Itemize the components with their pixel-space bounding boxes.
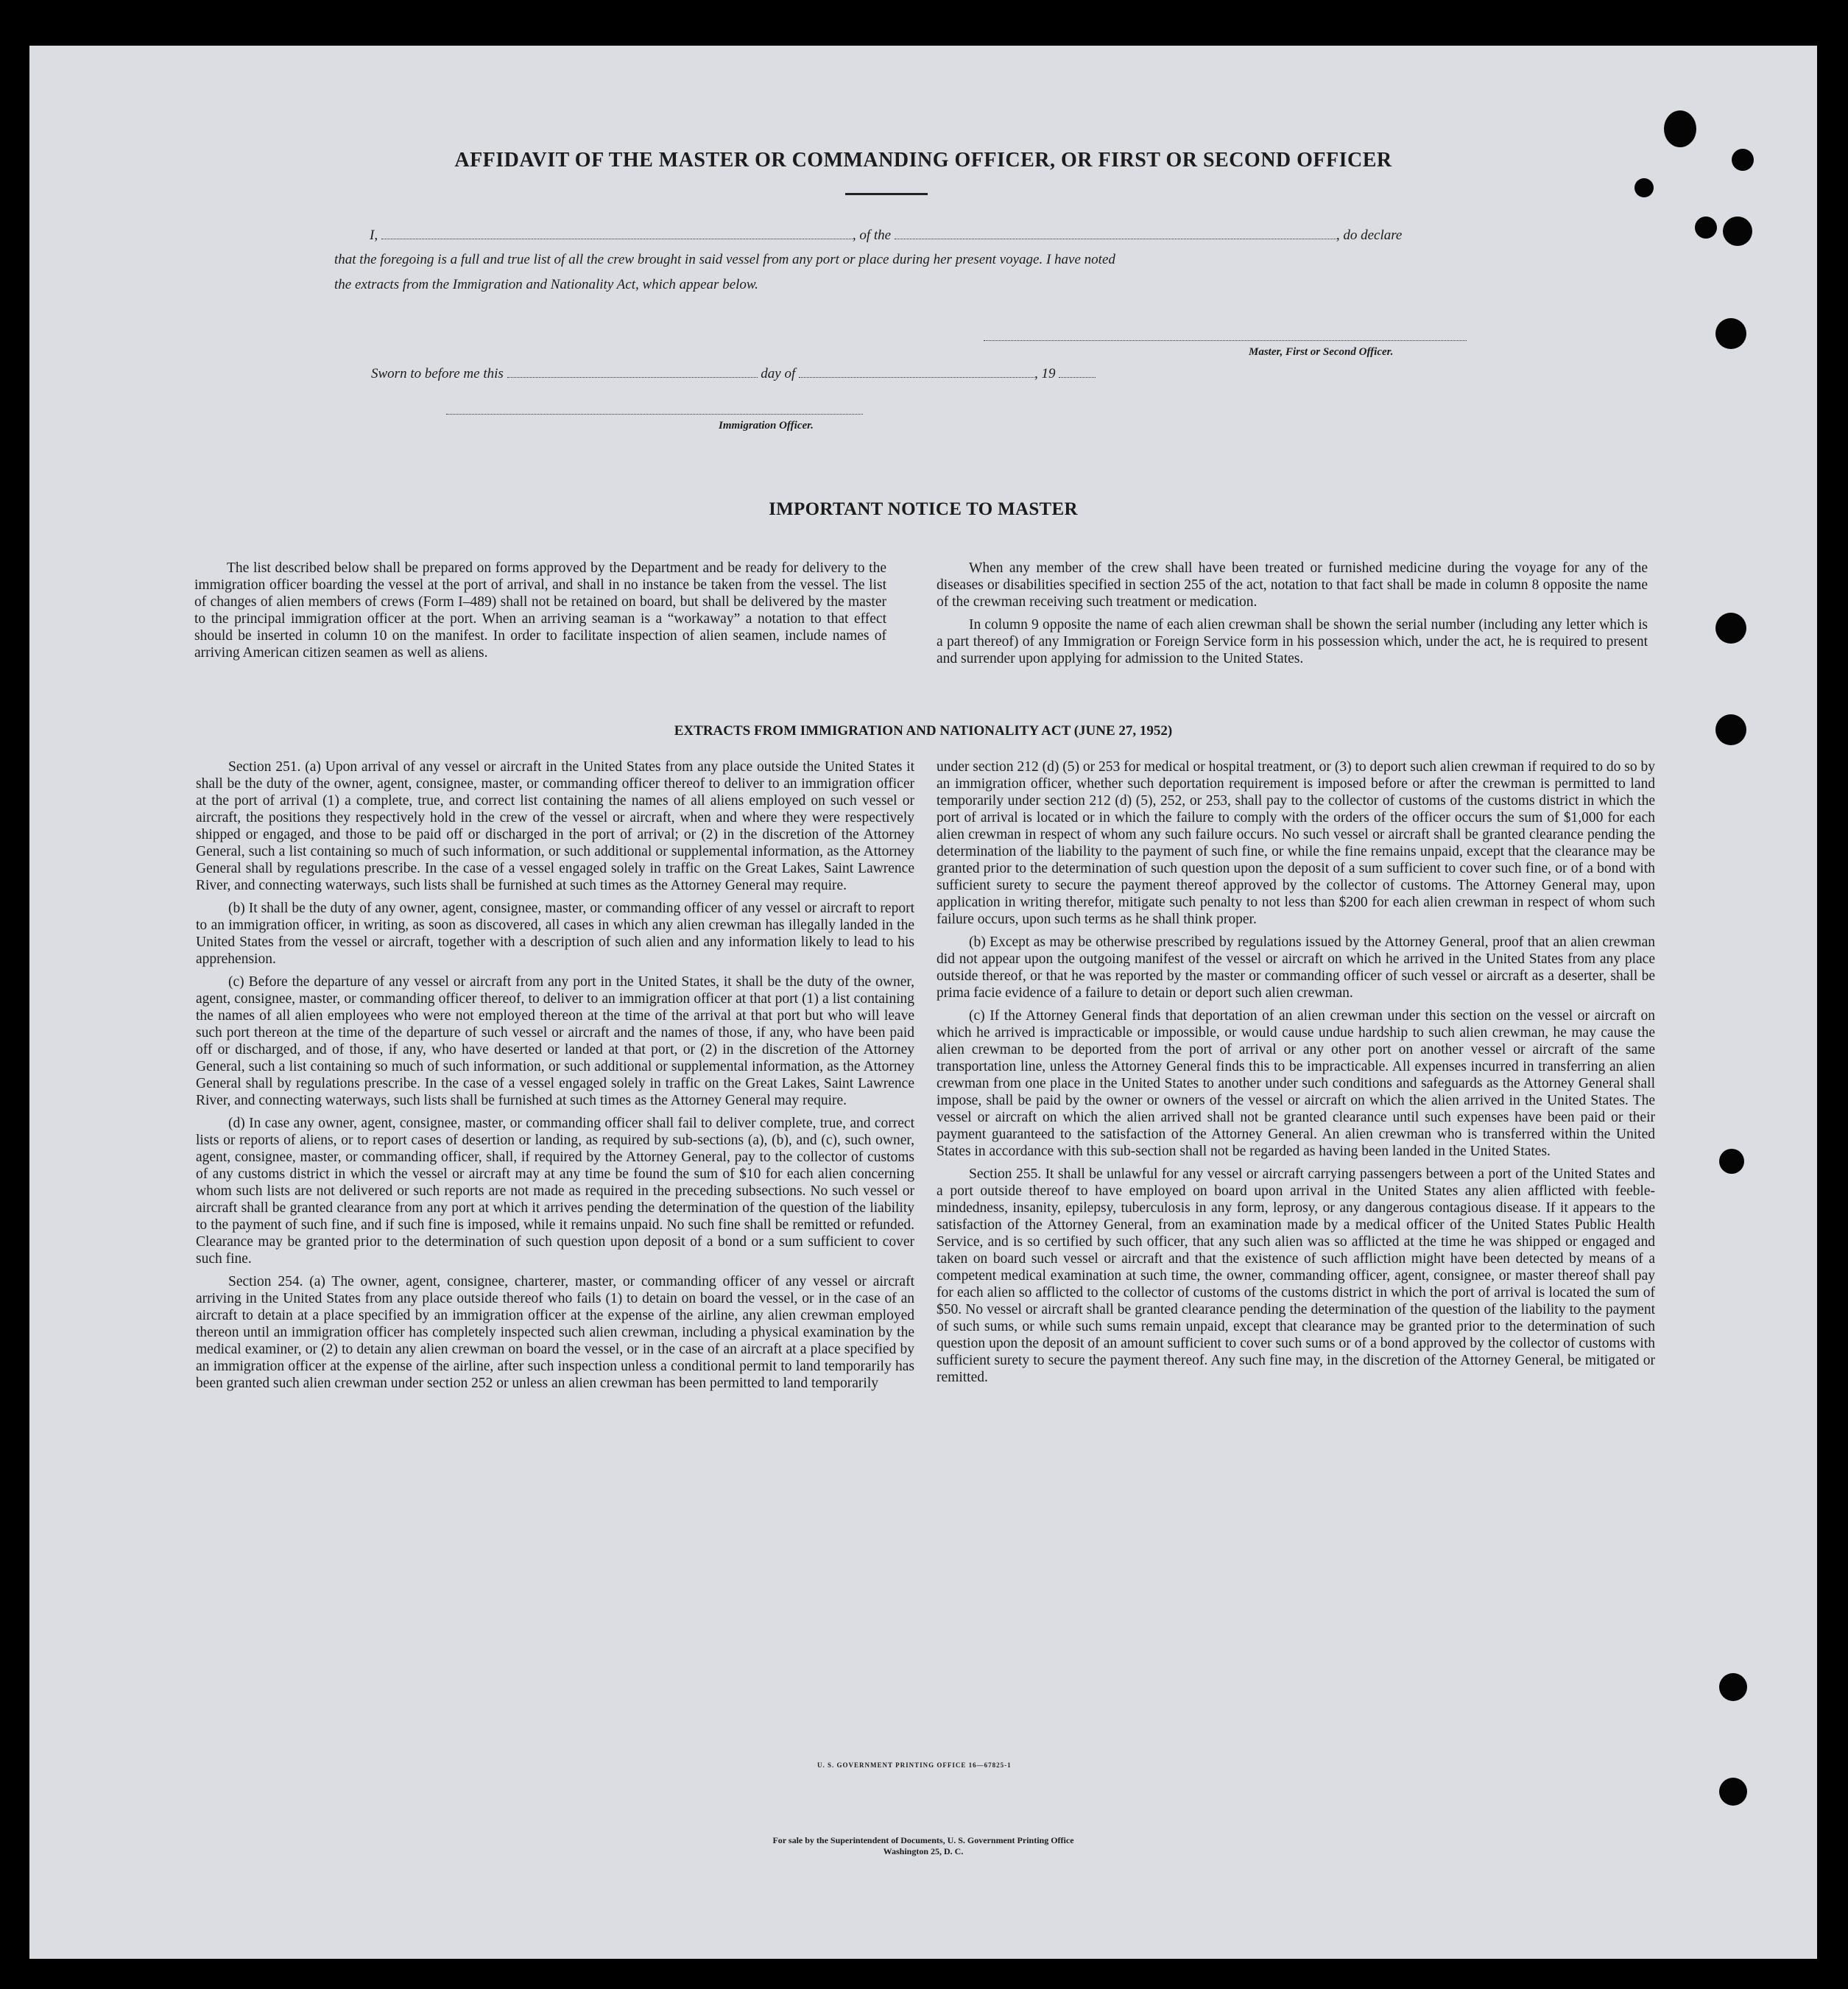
punch-hole [1719,1778,1747,1806]
punch-hole [1634,178,1654,197]
sale-notice [29,1835,1817,1857]
section-251c: (c) Before the departure of any vessel or aircraft from any port in the United States, it shall be the duty of the owner, agent, consignee, master, or commanding officer thereof, to deliver to an immigration officer at that port (1) a list containing the names of all alien employees who were not employed thereon at the time of the arrival at that port but who will leave such port thereon at the time of the departure of such vessel or aircraft and the names of those, if any, who have been paid off or discharged, and of those, if any, who have deserted or landed at that port, or (2) in the discretion of the Attorney General, such a list containing so much of such information, or such additional or supplemental information, as the Attorney General shall by regulations prescribe. In the case of a vessel engaged solely in traffic on the Great Lakes, Saint Lawrence River, and connecting waterways, such lists shall be furnished at such times as the Attorney General may require. [196,974,914,1108]
do-declare-label: , do declare [1336,228,1403,243]
of-the-label: , of the [852,228,892,243]
extracts-right-column [937,758,1655,1392]
punch-hole [1723,216,1752,246]
punch-hole [1719,1673,1747,1701]
declaration-line-3: the extracts from the Immigration and Nationality Act, which appear below. [334,277,758,292]
sworn-month-field[interactable] [799,364,1034,378]
section-254a-continued: under section 212 (d) (5) or 253 for medical or hospital treatment, or (3) to deport such alien crewman if required to do so by an immigration officer, whether such deportation requirement is imposed before or after the crewman is permitted to land temporarily under section 212 (d) (5), 252, or 253, shall pay to the collector of customs of the customs district in which the port of arrival is located or in which the failure to comply with the orders of the officer occurs the sum of $1,000 for each alien crewman in respect of whom any such failure occurs. No such vessel or aircraft shall be granted clearance pending the determination of the liability to the payment of such fine, or while the fine remains unpaid, except that the clearance may be granted prior to the determination of such question upon the deposit of a sum sufficient to cover such fine, or of a bond with sufficient surety to secure the payment thereof approved by the collector of customs. The Attorney General may, upon application in writing therefor, mitigate such penalty to not less than $200 for each alien crewman in respect of whom such failure occurs, upon such terms as he shall think proper. [937,759,1655,927]
notice-right-column [937,560,1648,673]
sworn-line [371,364,1096,382]
section-254b: (b) Except as may be otherwise prescribed by regulations issued by the Attorney General, proof that an alien crewman did not appear upon the outgoing manifest of the vessel or aircraft on which he arrived in the United States from any place outside thereof, or that he was reported by the master or commanding officer of such vessel or aircraft as a deserter, shall be prima facie evidence of a failure to detain or deport such alien crewman. [937,934,1655,1001]
vessel-field[interactable] [895,225,1336,239]
punch-hole [1715,318,1746,349]
affidavit-title: AFFIDAVIT OF THE MASTER OR COMMANDING OFFICER, OR FIRST OR SECOND OFFICER [454,149,1392,172]
officer-signature-caption: Immigration Officer. [719,420,814,432]
section-251b: (b) It shall be the duty of any owner, agent, consignee, master, or commanding officer of any vessel or aircraft to report to an immigration officer, in writing, as soon as discovered, all cases in which any alien crewman has illegally landed in the United States from the vessel or aircraft, together with a description of such alien and any information likely to lead to his apprehension. [196,901,914,967]
notice-left-paragraph: The list described below shall be prepared on forms approved by the Department and be ready for delivery to the immigration officer boarding the vessel at the port of arrival, and shall in no instance be taken from the vessel. The list of changes of alien members of crews (Form I–489) shall not be retained on board, but shall be delivered by the master to the principal immigration officer at the port. When an arriving seaman is a “workaway” a notation to that effect should be inserted in column 10 on the manifest. In order to facilitate inspection of alien seamen, include names of arriving American citizen seamen as well as aliens. [194,560,886,661]
document-page [29,46,1817,1959]
gpo-imprint: U. S. GOVERNMENT PRINTING OFFICE 16—67825-1 [817,1761,1012,1769]
punch-hole [1715,613,1746,644]
punch-hole [1719,1149,1744,1174]
notice-heading: IMPORTANT NOTICE TO MASTER [769,499,1078,519]
master-signature-caption: Master, First or Second Officer. [1249,346,1394,358]
punch-hole [1695,216,1717,239]
sworn-year-field[interactable] [1059,364,1096,378]
section-254a: Section 254. (a) The owner, agent, consignee, charterer, master, or commanding officer of any vessel or aircraft arriving in the United States from any place outside thereof who fails (1) to detain on board the vessel, or in the case of an aircraft to detain at a place specified by an immigration officer at the expense of the airline, any alien crewman employed thereon until an immigration officer has completely inspected such alien crewman, including a physical examination by the medical examiner, or (2) to detain any alien crewman on board the vessel, or in the case of an aircraft at a place specified by an immigration officer at the expense of the airline, after such inspection unless a conditional permit to land temporarily has been granted such alien crewman under section 252 or unless an alien crewman has been permitted to land temporarily [196,1274,914,1391]
day-of-label: day of [761,366,796,381]
sworn-label: Sworn to before me this [371,366,504,381]
extracts-heading: EXTRACTS FROM IMMIGRATION AND NATIONALITY ACT (JUNE 27, 1952) [674,723,1173,739]
ink-blot [1664,110,1696,147]
title-underline [845,193,928,195]
name-field[interactable] [381,225,853,239]
extracts-left-column [196,758,914,1398]
master-signature-line[interactable] [984,340,1467,341]
sale-line-1: For sale by the Superintendent of Documents, U. S. Government Printing Office [772,1835,1074,1845]
notice-right-paragraph-1: When any member of the crew shall have been treated or furnished medicine during the voyage for any of the diseases or disabilities specified in section 255 of the act, notation to that fact shall be made in column 8 opposite the name of the crewman receiving such treatment or medication. [937,560,1648,610]
section-254c: (c) If the Attorney General finds that deportation of an alien crewman under this section on the vessel or aircraft on which he arrived is impracticable or impossible, or would cause undue hardship to such alien crewman, he may cause the alien crewman to be deported from the port of arrival or any other port on another vessel or aircraft of the same transportation line, unless the Attorney General finds this to be impracticable. All expenses incurred in transferring an alien crewman from one place in the United States to another under such conditions and safeguards as the Attorney General shall impose, shall be paid by the owner or owners of the vessel or aircraft on which the alien arrived in the United States. The vessel or aircraft on which the alien arrived shall not be granted clearance until such expenses have been paid or their payment guaranteed to the satisfaction of the Attorney General. An alien crewman who is transferred within the United States in accordance with this sub-section shall not be regarded as having been landed in the United States. [937,1008,1655,1159]
year-prefix-label: , 19 [1034,366,1056,381]
declaration-line-2: that the foregoing is a full and true list of all the crew brought in said vessel from any port or place during her present voyage. I have noted [334,252,1115,267]
section-255: Section 255. It shall be unlawful for any vessel or aircraft carrying passengers between a port of the United States and a port outside thereof to have employed on board upon arrival in the United States any alien afflicted with feeble-mindedness, insanity, epilepsy, tuberculosis in any form, leprosy, or any dangerous contagious disease. If it appears to the satisfaction of the Attorney General, from an examination made by a medical officer of the United States Public Health Service, and is so certified by such officer, that any such alien was so afflicted at the time he was shipped or engaged and taken on board such vessel or aircraft and that the existence of such affliction might have been detected by means of a competent medical examination at such time, the owner, commanding officer, agent, consignee, or master thereof shall pay for each alien so afflicted to the collector of customs of the customs district in which the port of arrival is located the sum of $50. No vessel or aircraft shall be granted clearance pending the determination of the question of the liability to the payment of such sums, or while such sums remain unpaid, except that clearance may be granted prior to the determination of such question upon the deposit of an amount sufficient to cover such sums or of a bond approved by the collector of customs with sufficient surety to secure the payment thereof. Any such fine may, in the discretion of the Attorney General, be mitigated or remitted. [937,1166,1655,1385]
sworn-day-field[interactable] [507,364,758,378]
notice-right-paragraph-2: In column 9 opposite the name of each alien crewman shall be shown the serial number (including any letter which is a part thereof) of any Immigration or Foreign Service form in his possession which, under the act, he is required to present and surrender upon applying for admission to the United States. [937,617,1648,666]
section-251d: (d) In case any owner, agent, consignee, master, or commanding officer shall fail to deliver complete, true, and correct lists or reports of aliens, or to report cases of desertion or landing, as required by sub-sections (a), (b), and (c), such owner, agent, consignee, master, or commanding officer, shall, if required by the Attorney General, pay to the collector of customs of any customs district in which the vessel or aircraft may at any time be found the sum of $10 for each alien concerning whom such lists are not delivered or such reports are not made as required in the preceding subsections. No such vessel or aircraft shall be granted clearance from any port at which it arrives pending the determination of the question of the liability to the payment of such fine, and if such fine is imposed, while it remains unpaid. No such fine shall be remitted or refunded. Clearance may be granted prior to the determination of such question upon deposit of a bond or a sum sufficient to cover such fine. [196,1116,914,1267]
officer-signature-line[interactable] [446,414,863,415]
sale-line-2: Washington 25, D. C. [883,1846,964,1856]
notice-left-column [194,560,886,667]
section-251a: Section 251. (a) Upon arrival of any vessel or aircraft in the United States from any place outside the United States it shall be the duty of the owner, agent, consignee, master, or commanding officer thereof to deliver to an immigration officer at the port of arrival (1) a complete, true, and correct list containing the names of all aliens employed on such vessel or aircraft, the positions they respectively hold in the crew of the vessel or aircraft, when and where they were respectively shipped or engaged, and those to be paid off or discharged in the port of arrival; or (2) in the discretion of the Attorney General, such a list containing so much of such information, or such additional or supplemental information, as the Attorney General shall by regulations prescribe. In the case of a vessel engaged solely in traffic on the Great Lakes, Saint Lawrence River, and connecting waterways, such lists shall be furnished at such times as the Attorney General may require. [196,759,914,893]
i-label: I, [370,228,378,243]
declaration-line-1 [370,225,1402,244]
